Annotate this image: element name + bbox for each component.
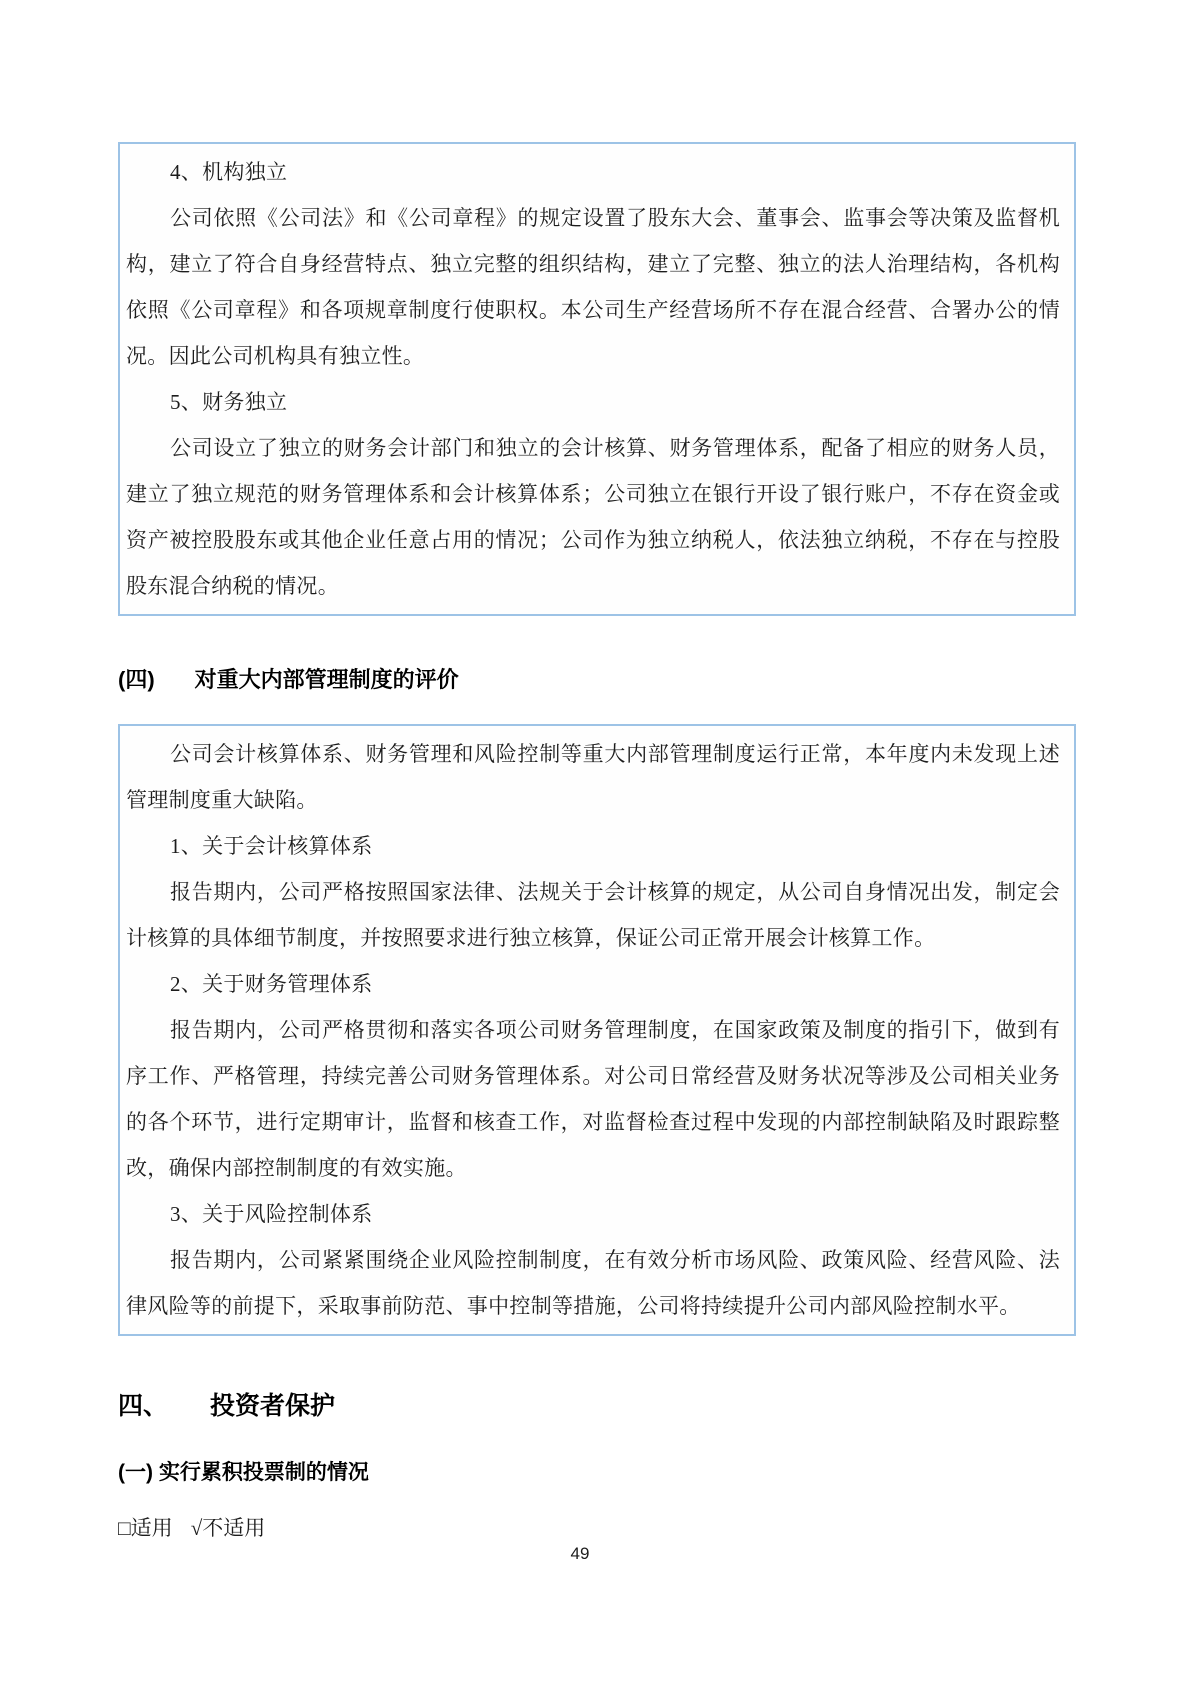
chapter-heading-text: 投资者保护 (210, 1392, 336, 1420)
item-title-org-independence: 4、机构独立 (170, 160, 288, 184)
page-number: 49 (570, 1544, 590, 1563)
chapter-heading-investor-protection (118, 1388, 1200, 1424)
paragraph-risk-control-system: 报告期内，公司紧紧围绕企业风险控制制度，在有效分析市场风险、政策风险、经营风险、法律风险等的前提下，采取事前防范、事中控制等措施，公司将持续提升公司内部风险控制水平。 (126, 1248, 1060, 1318)
checkbox-applicable: □适用 (118, 1516, 173, 1540)
checkbox-not-applicable: √不适用 (190, 1516, 266, 1540)
section-heading-internal-management-evaluation (118, 664, 1200, 696)
internal-management-text-box (118, 724, 1076, 1336)
applicability-line (118, 1512, 1200, 1544)
section-heading-text: 对重大内部管理制度的评价 (194, 667, 459, 692)
item-title-accounting-system: 1、关于会计核算体系 (170, 834, 373, 858)
item-title-financial-management-system: 2、关于财务管理体系 (170, 972, 373, 996)
paragraph-org-independence: 公司依照《公司法》和《公司章程》的规定设置了股东大会、董事会、监事会等决策及监督机构，建立了符合自身经营特点、独立完整的组织结构，建立了完整、独立的法人治理结构，各机构依照《公司章程》和各项规章制度行使职权。本公司生产经营场所不存在混合经营、合署办公的情况。因此公司机构具有独立性。 (126, 206, 1060, 368)
section-heading-label: (四) (118, 667, 155, 692)
paragraph-financial-independence: 公司设立了独立的财务会计部门和独立的会计核算、财务管理体系，配备了相应的财务人员，建立了独立规范的财务管理体系和会计核算体系；公司独立在银行开设了银行账户，不存在资金或资产被控股股东或其他企业任意占用的情况；公司作为独立纳税人，依法独立纳税，不存在与控股股东混合纳税的情况。 (126, 436, 1060, 598)
item-title-financial-independence: 5、财务独立 (170, 390, 288, 414)
chapter-heading-label: 四、 (118, 1392, 169, 1420)
paragraph-financial-management-system: 报告期内，公司严格贯彻和落实各项公司财务管理制度，在国家政策及制度的指引下，做到有序工作、严格管理，持续完善公司财务管理体系。对公司日常经营及财务状况等涉及公司相关业务的各个环节，进行定期审计，监督和核查工作，对监督检查过程中发现的内部控制缺陷及时跟踪整改，确保内部控制制度的有效实施。 (126, 1018, 1060, 1180)
paragraph-accounting-system: 报告期内，公司严格按照国家法律、法规关于会计核算的规定，从公司自身情况出发，制定会计核算的具体细节制度，并按照要求进行独立核算，保证公司正常开展会计核算工作。 (126, 880, 1060, 950)
item-title-risk-control-system: 3、关于风险控制体系 (170, 1202, 373, 1226)
subsection-heading-cumulative-voting: (一) 实行累积投票制的情况 (118, 1461, 369, 1484)
paragraph-internal-management-intro: 公司会计核算体系、财务管理和风险控制等重大内部管理制度运行正常，本年度内未发现上述管理制度重大缺陷。 (126, 742, 1060, 812)
independence-text-box (118, 142, 1076, 616)
